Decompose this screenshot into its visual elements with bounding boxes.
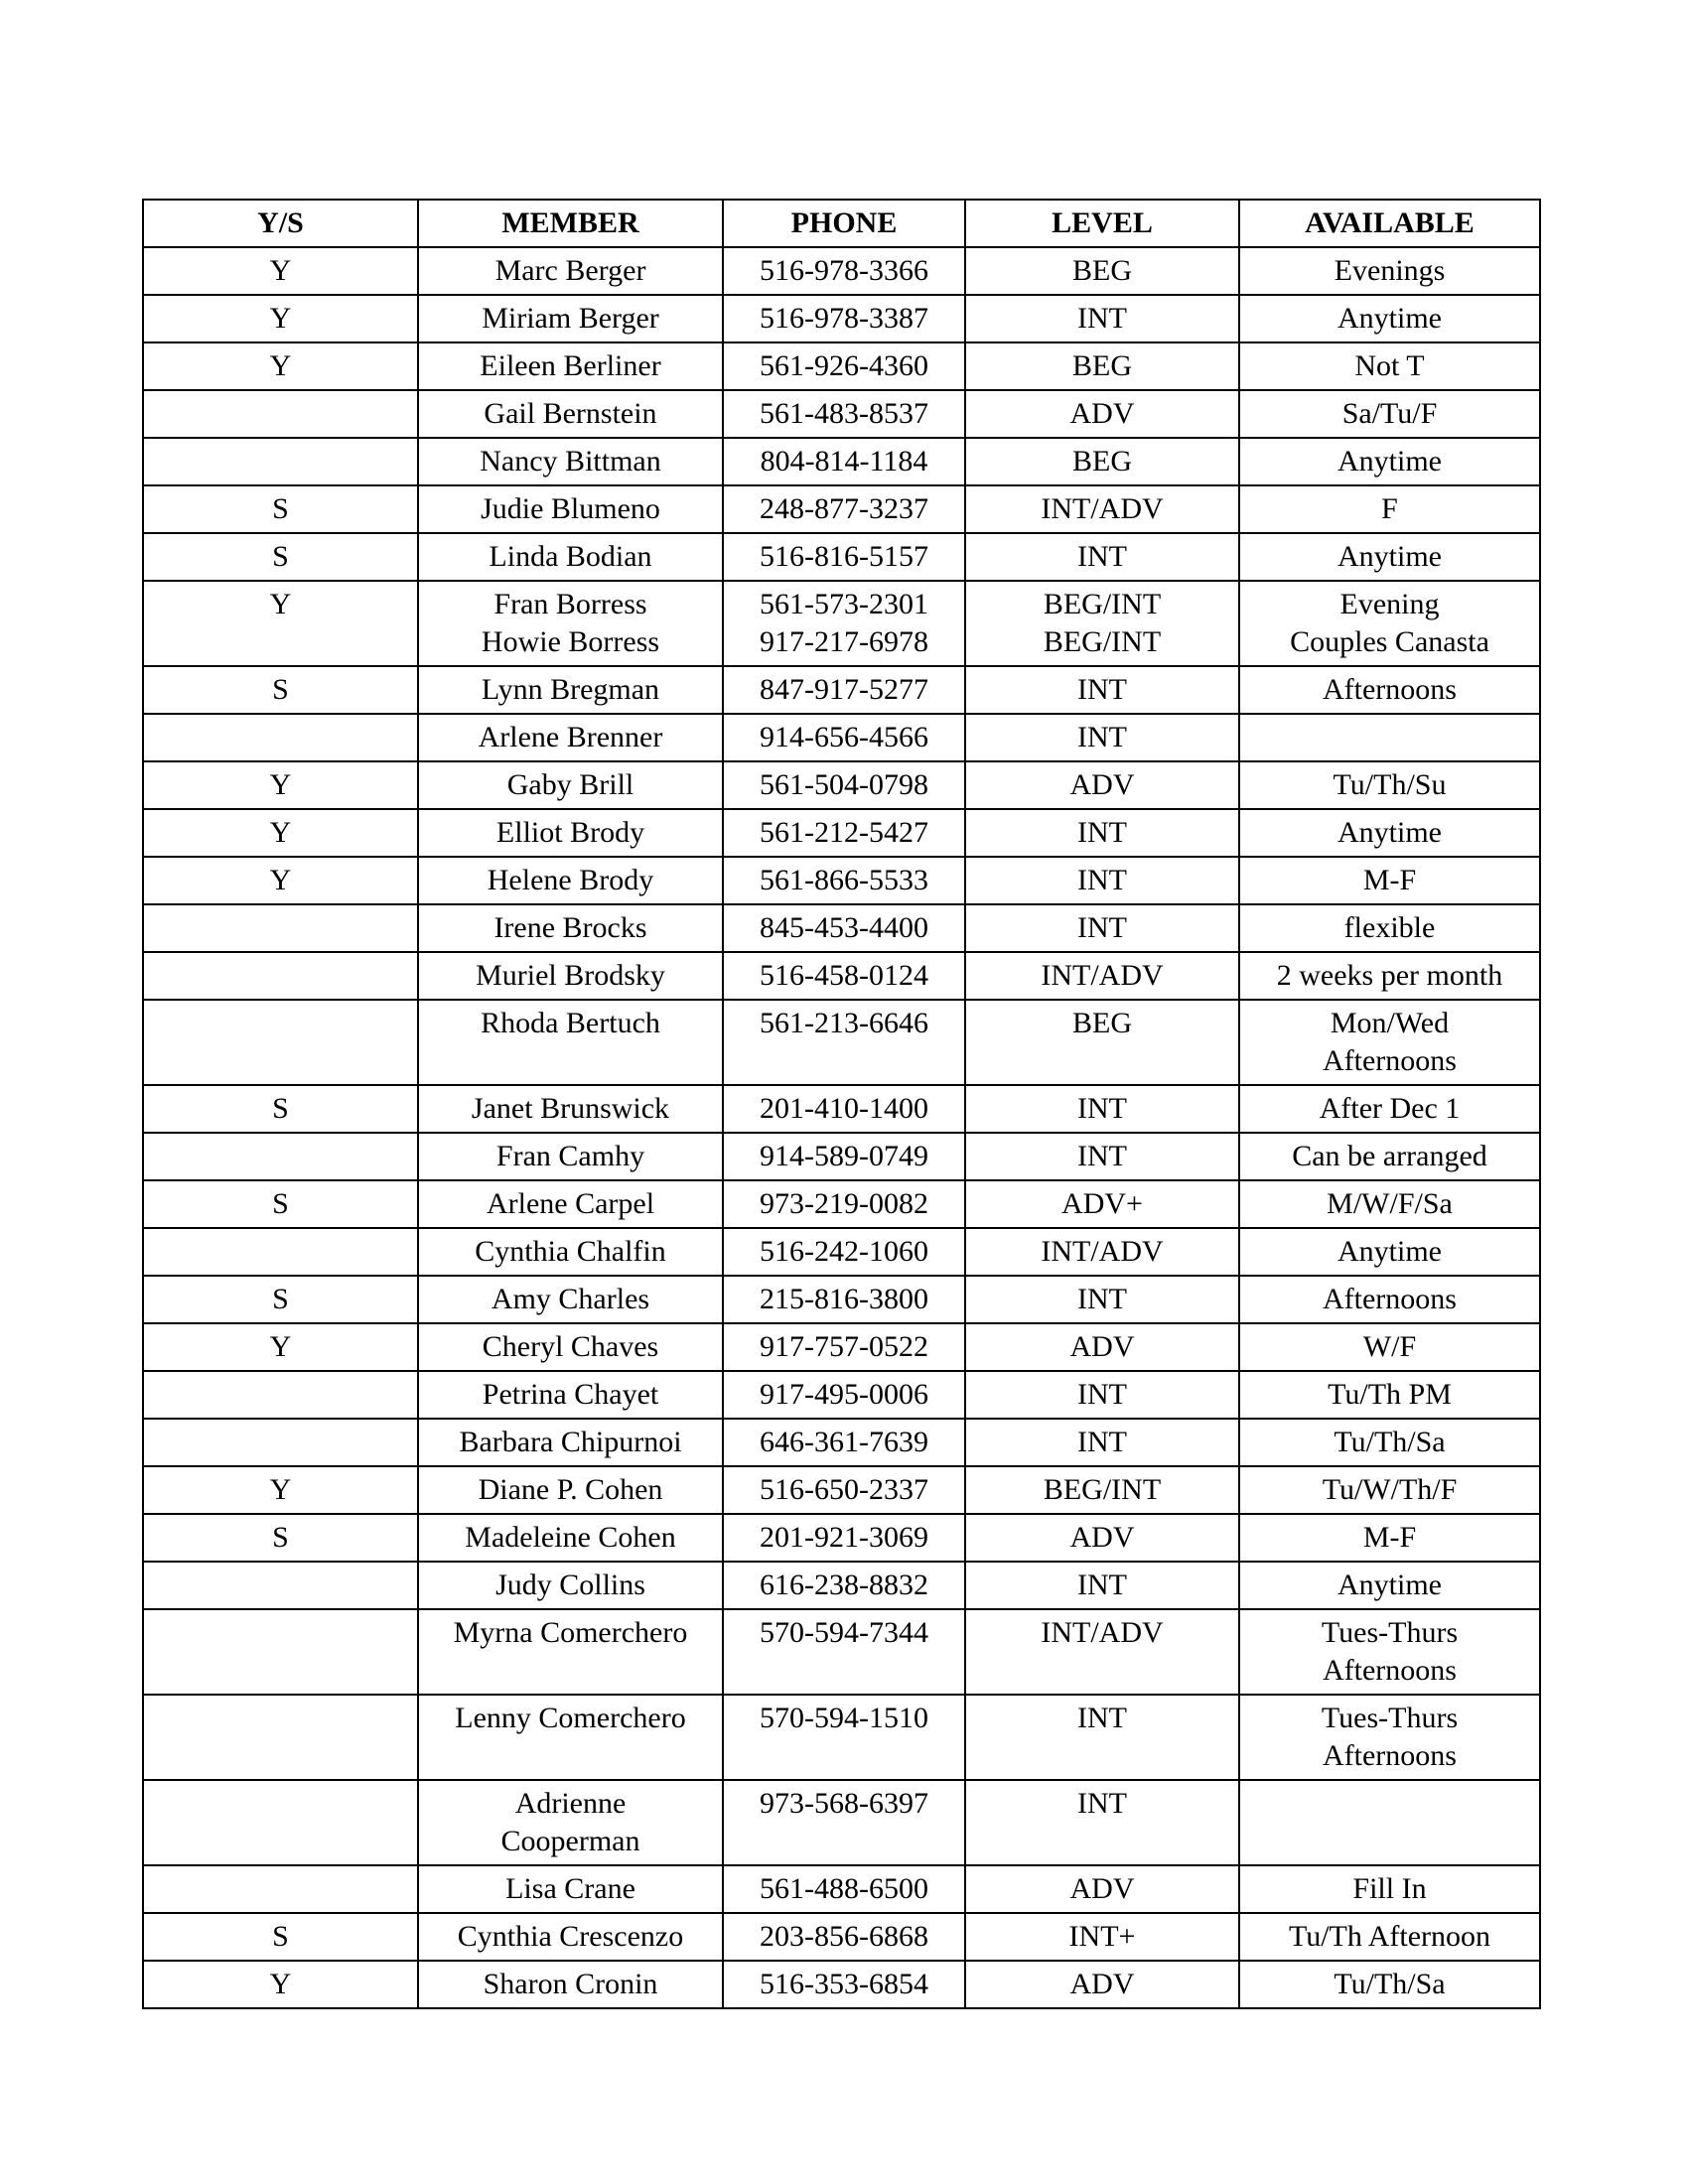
cell-level: ADV xyxy=(965,390,1239,438)
cell-level: INT xyxy=(965,533,1239,581)
header-ys: Y/S xyxy=(143,200,418,247)
cell-phone: 561-573-2301 917-217-6978 xyxy=(723,581,965,666)
cell-member: Amy Charles xyxy=(418,1276,723,1323)
cell-available: Tues-Thurs Afternoons xyxy=(1239,1609,1540,1695)
cell-member: Lynn Bregman xyxy=(418,666,723,714)
cell-level: INT xyxy=(965,666,1239,714)
cell-member: Gaby Brill xyxy=(418,761,723,809)
cell-member: Gail Bernstein xyxy=(418,390,723,438)
cell-available: Tu/Th PM xyxy=(1239,1371,1540,1419)
cell-member: Judie Blumeno xyxy=(418,485,723,533)
cell-available: F xyxy=(1239,485,1540,533)
table-row xyxy=(143,1961,1540,2008)
table-row xyxy=(143,1000,1540,1085)
cell-level: BEG xyxy=(965,342,1239,390)
cell-ys: Y xyxy=(143,761,418,809)
cell-available: M-F xyxy=(1239,1514,1540,1562)
cell-phone: 973-219-0082 xyxy=(723,1180,965,1228)
cell-ys: Y xyxy=(143,295,418,342)
cell-level: BEG xyxy=(965,1000,1239,1085)
cell-phone: 516-353-6854 xyxy=(723,1961,965,2008)
cell-ys xyxy=(143,438,418,485)
cell-level: INT xyxy=(965,1133,1239,1180)
table-row xyxy=(143,952,1540,1000)
cell-ys xyxy=(143,1133,418,1180)
table-row xyxy=(143,1865,1540,1913)
table-row xyxy=(143,1085,1540,1133)
cell-phone: 570-594-1510 xyxy=(723,1695,965,1780)
cell-level: INT xyxy=(965,857,1239,904)
cell-phone: 561-213-6646 xyxy=(723,1000,965,1085)
cell-level: INT xyxy=(965,1085,1239,1133)
cell-phone: 516-978-3366 xyxy=(723,247,965,295)
cell-ys: Y xyxy=(143,1466,418,1514)
cell-member: Judy Collins xyxy=(418,1562,723,1609)
cell-member: Linda Bodian xyxy=(418,533,723,581)
header-level: LEVEL xyxy=(965,200,1239,247)
header-phone: PHONE xyxy=(723,200,965,247)
cell-available: flexible xyxy=(1239,904,1540,952)
cell-phone: 804-814-1184 xyxy=(723,438,965,485)
table-row xyxy=(143,1371,1540,1419)
cell-phone: 516-650-2337 xyxy=(723,1466,965,1514)
cell-level: INT/ADV xyxy=(965,952,1239,1000)
cell-ys xyxy=(143,1371,418,1419)
cell-phone: 516-978-3387 xyxy=(723,295,965,342)
cell-available xyxy=(1239,714,1540,761)
cell-available: 2 weeks per month xyxy=(1239,952,1540,1000)
cell-ys: S xyxy=(143,1180,418,1228)
cell-member: Lenny Comerchero xyxy=(418,1695,723,1780)
table-row xyxy=(143,485,1540,533)
cell-member: Rhoda Bertuch xyxy=(418,1000,723,1085)
table-row xyxy=(143,1780,1540,1865)
cell-available: Can be arranged xyxy=(1239,1133,1540,1180)
cell-phone: 914-656-4566 xyxy=(723,714,965,761)
table-row xyxy=(143,666,1540,714)
cell-ys: S xyxy=(143,485,418,533)
cell-level: BEG/INT xyxy=(965,1466,1239,1514)
table-row xyxy=(143,390,1540,438)
cell-level: ADV xyxy=(965,761,1239,809)
cell-level: INT xyxy=(965,809,1239,857)
table-row xyxy=(143,1276,1540,1323)
cell-available: Anytime xyxy=(1239,295,1540,342)
cell-level: BEG xyxy=(965,247,1239,295)
cell-level: BEG/INT BEG/INT xyxy=(965,581,1239,666)
cell-member: Fran Borress Howie Borress xyxy=(418,581,723,666)
cell-level: INT+ xyxy=(965,1913,1239,1961)
cell-ys: Y xyxy=(143,1323,418,1371)
cell-level: INT/ADV xyxy=(965,1228,1239,1276)
header-row xyxy=(143,200,1540,247)
cell-member: Madeleine Cohen xyxy=(418,1514,723,1562)
cell-available: Tu/W/Th/F xyxy=(1239,1466,1540,1514)
cell-member: Fran Camhy xyxy=(418,1133,723,1180)
table-row xyxy=(143,1419,1540,1466)
table-row xyxy=(143,342,1540,390)
cell-member: Nancy Bittman xyxy=(418,438,723,485)
cell-available: Tu/Th/Sa xyxy=(1239,1961,1540,2008)
table-row xyxy=(143,1180,1540,1228)
table-header xyxy=(143,200,1540,247)
header-member: MEMBER xyxy=(418,200,723,247)
cell-available: Anytime xyxy=(1239,1228,1540,1276)
header-available: AVAILABLE xyxy=(1239,200,1540,247)
cell-member: Janet Brunswick xyxy=(418,1085,723,1133)
cell-phone: 561-488-6500 xyxy=(723,1865,965,1913)
cell-level: INT xyxy=(965,1780,1239,1865)
cell-member: Miriam Berger xyxy=(418,295,723,342)
cell-phone: 561-504-0798 xyxy=(723,761,965,809)
cell-available: Sa/Tu/F xyxy=(1239,390,1540,438)
cell-level: INT xyxy=(965,904,1239,952)
cell-ys: Y xyxy=(143,581,418,666)
cell-available: Tu/Th Afternoon xyxy=(1239,1913,1540,1961)
cell-phone: 561-212-5427 xyxy=(723,809,965,857)
cell-level: ADV xyxy=(965,1961,1239,2008)
cell-phone: 516-458-0124 xyxy=(723,952,965,1000)
cell-available: Mon/Wed Afternoons xyxy=(1239,1000,1540,1085)
cell-ys: Y xyxy=(143,1961,418,2008)
cell-available: Tu/Th/Su xyxy=(1239,761,1540,809)
cell-available: Anytime xyxy=(1239,809,1540,857)
cell-ys xyxy=(143,1228,418,1276)
table-row xyxy=(143,857,1540,904)
cell-ys xyxy=(143,1695,418,1780)
cell-member: Muriel Brodsky xyxy=(418,952,723,1000)
cell-level: INT xyxy=(965,714,1239,761)
cell-ys xyxy=(143,390,418,438)
cell-phone: 845-453-4400 xyxy=(723,904,965,952)
table-row xyxy=(143,438,1540,485)
cell-level: ADV xyxy=(965,1514,1239,1562)
table-row xyxy=(143,904,1540,952)
table-row xyxy=(143,247,1540,295)
cell-ys: S xyxy=(143,1276,418,1323)
cell-ys: S xyxy=(143,533,418,581)
cell-ys: Y xyxy=(143,247,418,295)
cell-level: INT xyxy=(965,295,1239,342)
cell-phone: 561-483-8537 xyxy=(723,390,965,438)
table-row xyxy=(143,1609,1540,1695)
cell-available: Evenings xyxy=(1239,247,1540,295)
cell-ys: Y xyxy=(143,809,418,857)
cell-phone: 561-866-5533 xyxy=(723,857,965,904)
cell-phone: 973-568-6397 xyxy=(723,1780,965,1865)
cell-available: Anytime xyxy=(1239,1562,1540,1609)
cell-available: M/W/F/Sa xyxy=(1239,1180,1540,1228)
cell-phone: 646-361-7639 xyxy=(723,1419,965,1466)
cell-available xyxy=(1239,1780,1540,1865)
cell-level: INT xyxy=(965,1371,1239,1419)
cell-available: Evening Couples Canasta xyxy=(1239,581,1540,666)
cell-phone: 561-926-4360 xyxy=(723,342,965,390)
cell-member: Irene Brocks xyxy=(418,904,723,952)
cell-ys: S xyxy=(143,1913,418,1961)
cell-ys: Y xyxy=(143,342,418,390)
table-row xyxy=(143,295,1540,342)
cell-phone: 917-495-0006 xyxy=(723,1371,965,1419)
cell-ys: S xyxy=(143,1085,418,1133)
cell-phone: 215-816-3800 xyxy=(723,1276,965,1323)
cell-member: Petrina Chayet xyxy=(418,1371,723,1419)
cell-member: Cynthia Crescenzo xyxy=(418,1913,723,1961)
cell-level: INT xyxy=(965,1695,1239,1780)
cell-available: Anytime xyxy=(1239,438,1540,485)
cell-phone: 203-856-6868 xyxy=(723,1913,965,1961)
table-row xyxy=(143,1913,1540,1961)
cell-available: W/F xyxy=(1239,1323,1540,1371)
cell-available: Tu/Th/Sa xyxy=(1239,1419,1540,1466)
cell-phone: 516-816-5157 xyxy=(723,533,965,581)
cell-ys xyxy=(143,1609,418,1695)
cell-level: BEG xyxy=(965,438,1239,485)
cell-level: INT/ADV xyxy=(965,485,1239,533)
cell-phone: 570-594-7344 xyxy=(723,1609,965,1695)
cell-ys xyxy=(143,952,418,1000)
table-body xyxy=(143,247,1540,2008)
cell-ys xyxy=(143,1562,418,1609)
cell-phone: 201-921-3069 xyxy=(723,1514,965,1562)
cell-member: Lisa Crane xyxy=(418,1865,723,1913)
cell-member: Myrna Comerchero xyxy=(418,1609,723,1695)
cell-ys xyxy=(143,1780,418,1865)
cell-available: Not T xyxy=(1239,342,1540,390)
cell-level: ADV+ xyxy=(965,1180,1239,1228)
table-row xyxy=(143,1323,1540,1371)
member-table xyxy=(142,199,1541,2009)
cell-ys xyxy=(143,1000,418,1085)
cell-member: Arlene Carpel xyxy=(418,1180,723,1228)
cell-available: Anytime xyxy=(1239,533,1540,581)
cell-ys: S xyxy=(143,666,418,714)
cell-phone: 847-917-5277 xyxy=(723,666,965,714)
cell-ys: Y xyxy=(143,857,418,904)
cell-member: Barbara Chipurnoi xyxy=(418,1419,723,1466)
cell-level: ADV xyxy=(965,1865,1239,1913)
cell-available: Afternoons xyxy=(1239,1276,1540,1323)
cell-available: Afternoons xyxy=(1239,666,1540,714)
cell-available: Tues-Thurs Afternoons xyxy=(1239,1695,1540,1780)
table-row xyxy=(143,761,1540,809)
cell-level: INT xyxy=(965,1276,1239,1323)
cell-ys xyxy=(143,1419,418,1466)
table-row xyxy=(143,533,1540,581)
cell-member: Cynthia Chalfin xyxy=(418,1228,723,1276)
cell-available: Fill In xyxy=(1239,1865,1540,1913)
cell-member: Eileen Berliner xyxy=(418,342,723,390)
table-row xyxy=(143,1695,1540,1780)
cell-available: M-F xyxy=(1239,857,1540,904)
cell-available: After Dec 1 xyxy=(1239,1085,1540,1133)
cell-phone: 248-877-3237 xyxy=(723,485,965,533)
cell-ys xyxy=(143,714,418,761)
cell-member: Diane P. Cohen xyxy=(418,1466,723,1514)
cell-phone: 917-757-0522 xyxy=(723,1323,965,1371)
table-row xyxy=(143,809,1540,857)
table-row xyxy=(143,1562,1540,1609)
cell-member: Helene Brody xyxy=(418,857,723,904)
cell-member: Cheryl Chaves xyxy=(418,1323,723,1371)
cell-member: Sharon Cronin xyxy=(418,1961,723,2008)
table-row xyxy=(143,1466,1540,1514)
cell-phone: 914-589-0749 xyxy=(723,1133,965,1180)
cell-phone: 516-242-1060 xyxy=(723,1228,965,1276)
table-row xyxy=(143,1133,1540,1180)
cell-member: Adrienne Cooperman xyxy=(418,1780,723,1865)
cell-level: INT xyxy=(965,1419,1239,1466)
cell-level: ADV xyxy=(965,1323,1239,1371)
cell-ys: S xyxy=(143,1514,418,1562)
cell-member: Marc Berger xyxy=(418,247,723,295)
cell-ys xyxy=(143,904,418,952)
cell-level: INT xyxy=(965,1562,1239,1609)
cell-level: INT/ADV xyxy=(965,1609,1239,1695)
table-row xyxy=(143,1228,1540,1276)
cell-member: Elliot Brody xyxy=(418,809,723,857)
table-row xyxy=(143,581,1540,666)
table-row xyxy=(143,714,1540,761)
table-row xyxy=(143,1514,1540,1562)
cell-ys xyxy=(143,1865,418,1913)
cell-phone: 201-410-1400 xyxy=(723,1085,965,1133)
cell-member: Arlene Brenner xyxy=(418,714,723,761)
cell-phone: 616-238-8832 xyxy=(723,1562,965,1609)
